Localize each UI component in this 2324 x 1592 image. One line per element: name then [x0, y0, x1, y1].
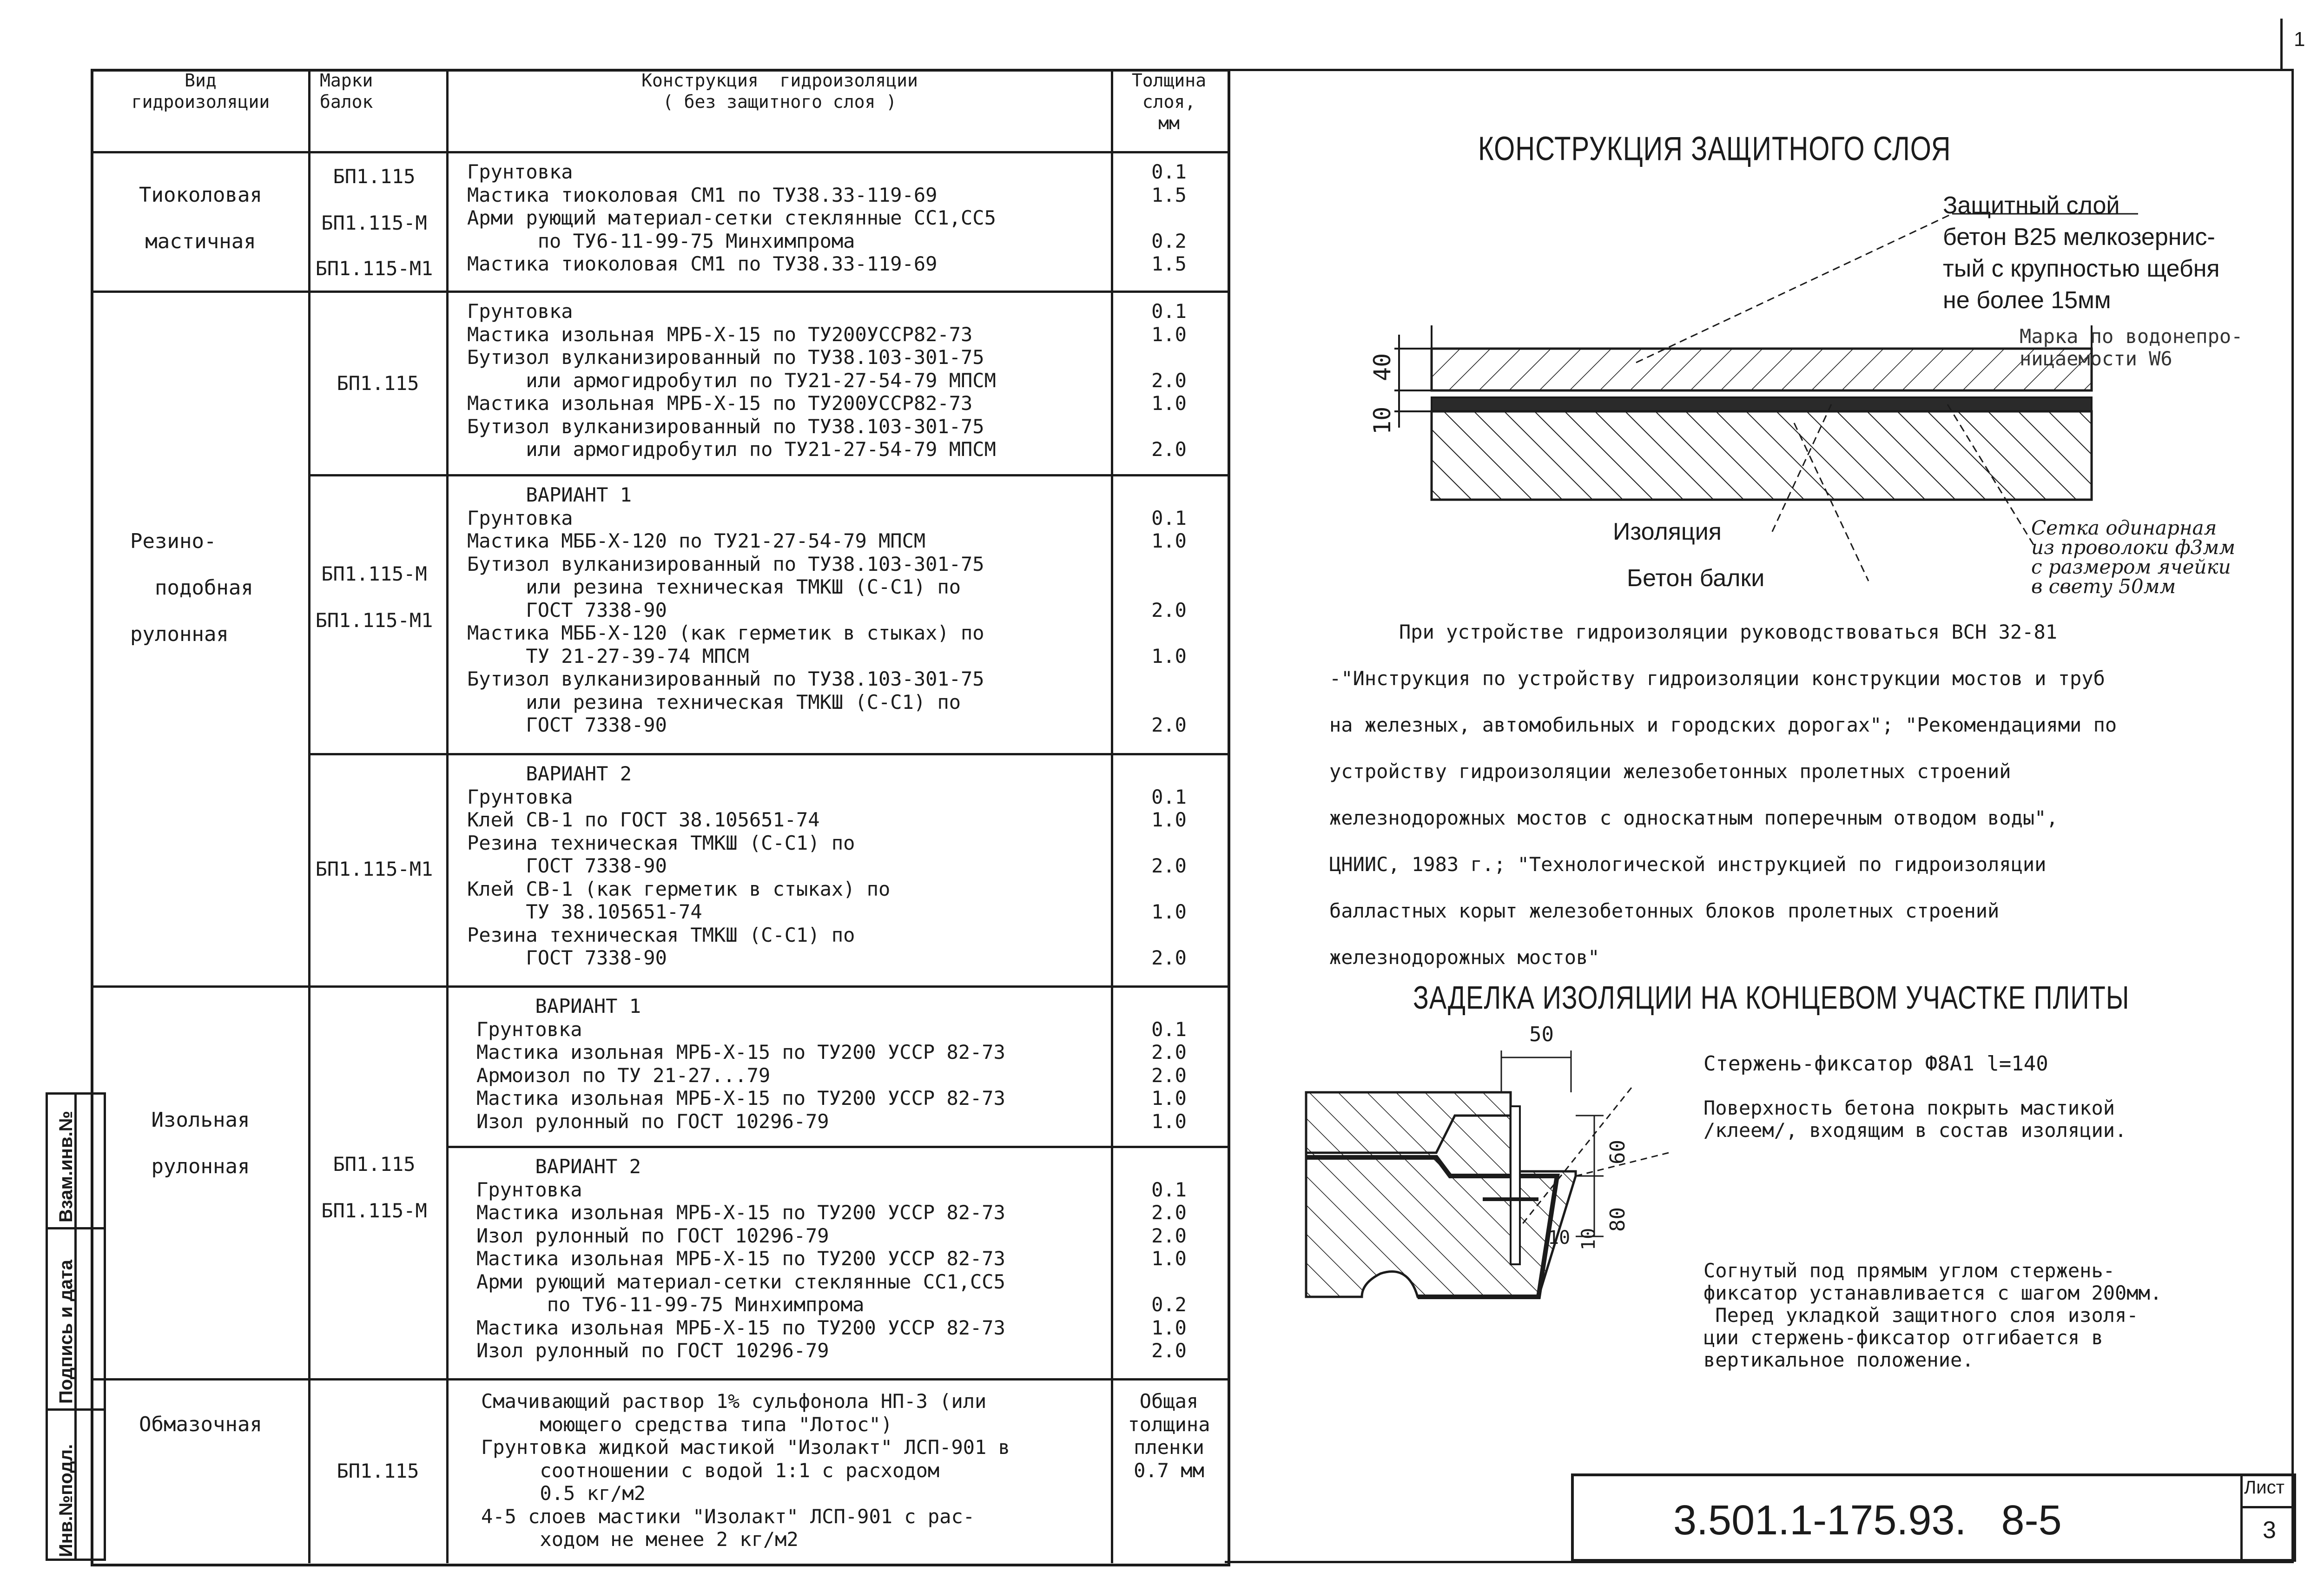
mark-g6: БП1.115 — [337, 1460, 419, 1482]
header-type: Вид гидроизоляции — [131, 70, 270, 112]
mark-g1-c: БП1.115-М1 — [315, 257, 433, 280]
header-marks: Марки балок — [320, 70, 373, 112]
thickness-g6: Общая толщина пленки 0.7 мм — [1128, 1390, 1210, 1482]
page-number: 1 — [2294, 28, 2305, 51]
type-coating: Обмазочная — [139, 1413, 262, 1436]
construction-g5a: ВАРИАНТ 1 Грунтовка Мастика изольная МРБ-Х-15 по ТУ200 УССР 82-73 Армоизол по ТУ 21-27...79 Мастика изольная МРБ-Х-15 по ТУ200 УССР 82-73 Изол рулонный по ГОСТ 10296-79 — [476, 995, 1005, 1133]
header-thickness: Толщина слоя, мм — [1131, 70, 1207, 133]
protective-title: КОНСТРУКЦИЯ ЗАЩИТНОГО СЛОЯ — [1478, 130, 1951, 168]
beam-label: Бетон балки — [1627, 565, 1765, 592]
sealing-title: ЗАДЕЛКА ИЗОЛЯЦИИ НА КОНЦЕВОМ УЧАСТКЕ ПЛИТЫ — [1413, 979, 2130, 1016]
bend-note: Согнутый под прямым углом стержень- фиксатор устанавливается с шагом 200мм. Перед укладкой защитного слоя изоля- ции стержень-фиксатор отгибается в вертикальное положение. — [1703, 1259, 2162, 1371]
thickness-g3: 0.1 1.0 2.0 1.0 2.0 — [1151, 506, 1187, 736]
mark-g1-b: БП1.115-М — [321, 211, 427, 234]
side-label-inv-orig: Инв.№подл. — [56, 1444, 76, 1557]
header-construction: Конструкция гидроизоляции ( без защитного слоя ) — [641, 70, 918, 112]
construction-g3: ВАРИАНТ 1 Грунтовка Мастика МББ-Х-120 по ТУ21-27-54-79 МПСМ Бутизол вулканизированный по ТУ38.103-301-75 или резина техническая ТМКШ (С-С1) по ГОСТ 7338-90 Мастика МББ-Х-120 (как герметик в стыках) по ТУ 21-27-39-74 МПСМ Бутизол вулканизированный по ТУ38.103-301-75 или резина техническая ТМКШ (С-С1) по ГОСТ 7338-90 — [467, 483, 984, 736]
construction-g5b: ВАРИАНТ 2 Грунтовка Мастика изольная МРБ-Х-15 по ТУ200 УССР 82-73 Изол рулонный по ГОСТ 10296-79 Мастика изольная МРБ-Х-15 по ТУ200 УССР 82-73 Арми рующий материал-сетки стеклянные СС1,СС5 по ТУ6-11-99-75 Минхимпрома Мастика изольная МРБ-Х-15 по ТУ200 УССР 82-73 Изол рулонный по ГОСТ 10296-79 — [476, 1155, 1005, 1362]
type-thiokol: Тиоколовая мастичная — [139, 183, 262, 253]
mark-g3-b: БП1.115-М1 — [315, 609, 433, 632]
sealing-drawing — [1297, 1023, 1715, 1348]
dim-40: 40 — [1369, 353, 1396, 381]
dim-80: 80 — [1606, 1207, 1630, 1232]
thickness-g4: 0.1 1.0 2.0 1.0 2.0 — [1151, 785, 1187, 969]
type-rubber: Резино- подобная рулонная — [130, 529, 253, 646]
construction-g4: ВАРИАНТ 2 Грунтовка Клей СВ-1 по ГОСТ 38.105651-74 Резина техническая ТМКШ (С-С1) по ГОСТ 7338-90 Клей СВ-1 (как герметик в стыках) по ТУ 38.105651-74 Резина техническая ТМКШ (С-С1) по ГОСТ 7338-90 — [467, 762, 891, 969]
mark-g4: БП1.115-М1 — [315, 858, 433, 880]
water-mark-label: Марка по водонепро- ницаемости W6 — [2020, 325, 2243, 370]
sheet-label: Лист — [2244, 1477, 2284, 1498]
construction-g1: Грунтовка Мастика тиоколовая СМ1 по ТУ38.33-119-69 Арми рующий материал-сетки стеклянные СС1,СС5 по ТУ6-11-99-75 Минхимпрома Мастика тиоколовая СМ1 по ТУ38.33-119-69 — [467, 160, 996, 275]
surface-note: Поверхность бетона покрыть мастикой /клеем/, входящим в состав изоляции. — [1703, 1097, 2127, 1142]
dim-60: 60 — [1606, 1140, 1630, 1164]
thickness-g2: 0.1 1.0 2.0 1.0 2.0 — [1151, 300, 1187, 461]
rod-label: Стержень-фиксатор Ф8А1 l=140 — [1703, 1052, 2048, 1076]
sheet-number: 3 — [2263, 1517, 2276, 1544]
type-izol: Изольная рулонная — [151, 1108, 250, 1178]
thickness-g5b: 0.1 2.0 2.0 1.0 0.2 1.0 2.0 — [1151, 1178, 1187, 1362]
mesh-note: Сетка одинарная из проволоки ф3мм с размером ячейки в свету 50мм — [2031, 516, 2236, 598]
mark-g5-b: БП1.115-М — [321, 1199, 427, 1222]
dim-10-rod: 10 — [1548, 1227, 1571, 1248]
protective-layer-label: Защитный слой бетон В25 мелкозернис- тый с крупностью щебня не более 15мм — [1943, 192, 2220, 314]
dim-10-rod-b: 10 — [1578, 1228, 1599, 1250]
mark-g1-a: БП1.115 — [333, 165, 416, 188]
side-label-replace-inv: Взам.инв.№ — [56, 1110, 76, 1222]
regulation-paragraph: При устройстве гидроизоляции руководствоваться ВСН 32-81 -"Инструкция по устройству гидроизоляции конструкции мостов и труб на железных, автомобильных и городских дорогах"; "Рекомендациями по устройству гидроизоляции железобетонных пролетных строений железнодорожных мостов с односкатным поперечным отводом воды", ЦНИИС, 1983 г.; "Технологической инструкцией по гидроизоляции балластных корыт железобетонных блоков пролетных строений железнодорожных мостов" — [1329, 621, 2117, 969]
thickness-g5a: 0.1 2.0 2.0 1.0 1.0 — [1151, 1017, 1187, 1133]
thickness-g1: 0.1 1.5 0.2 1.5 — [1151, 160, 1187, 275]
isolation-label: Изоляция — [1613, 518, 1722, 545]
document-code: 3.501.1-175.93. 8-5 — [1673, 1497, 2062, 1544]
dim-50: 50 — [1529, 1023, 1554, 1046]
mark-g3-a: БП1.115-М — [321, 562, 427, 585]
side-label-sign-date: Подпись и дата — [56, 1260, 76, 1404]
construction-g2: Грунтовка Мастика изольная МРБ-Х-15 по ТУ200УССР82-73 Бутизол вулканизированный по ТУ38.103-301-75 или армогидробутил по ТУ21-27-54-79 МПСМ Мастика изольная МРБ-Х-15 по ТУ200УССР82-73 Бутизол вулканизированный по ТУ38.103-301-75 или армогидробутил по ТУ21-27-54-79 МПСМ — [467, 300, 996, 461]
mark-g5-a: БП1.115 — [333, 1153, 416, 1176]
construction-g6: Смачивающий раствор 1% сульфонола НП-3 (или моющего средства типа "Лотос") Грунтовка жидкой мастикой "Изолакт" ЛСП-901 в соотношении с водой 1:1 с расходом 0.5 кг/м2 4-5 слоев мастики "Изолакт" ЛСП-901 с рас- ходом не менее 2 кг/м2 — [481, 1390, 1010, 1551]
mark-g2: БП1.115 — [337, 372, 419, 395]
dim-10: 10 — [1369, 406, 1396, 435]
